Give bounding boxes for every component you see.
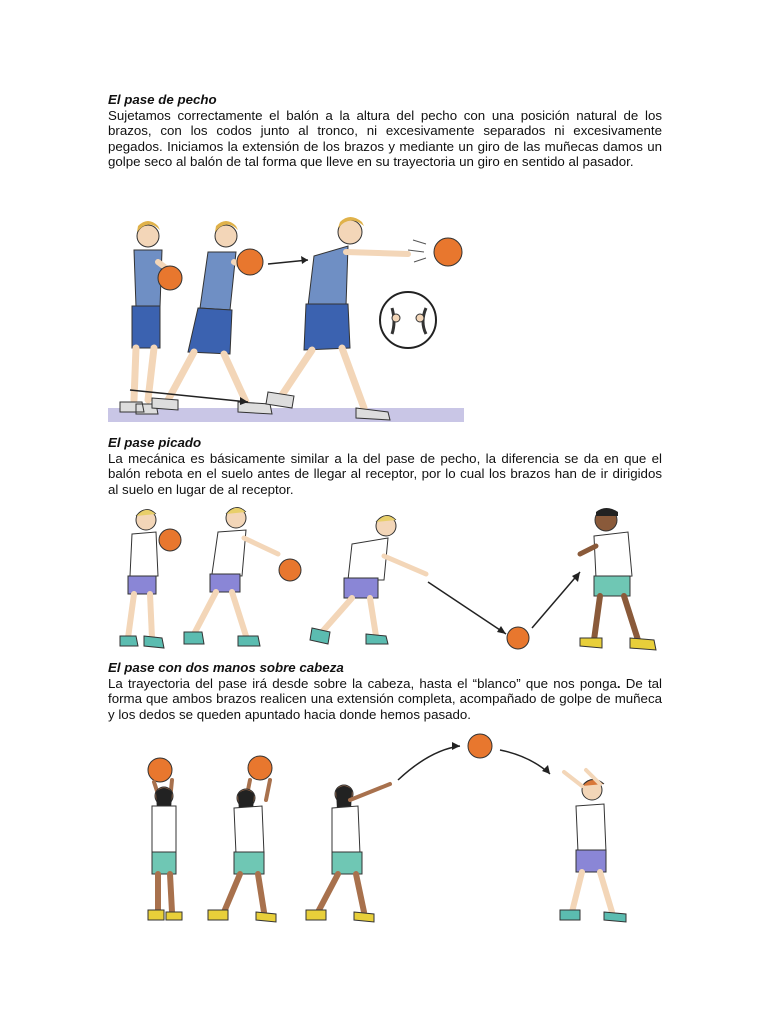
bounce-pass-illustration bbox=[108, 502, 668, 654]
paragraph-text: La trayectoria del pase irá desde sobre la cabeza, hasta el “blanco” que nos ponga bbox=[108, 675, 617, 691]
chest-pass-illustration bbox=[108, 212, 464, 426]
section-heading: El pase con dos manos sobre cabeza bbox=[108, 660, 344, 675]
section-paragraph: La mecánica es básicamente similar a la del pase de pecho, la diferencia se da en que el balón rebota en el suelo antes de llegar al receptor, por lo cual los brazos han de ir dirigidos al suelo en lugar de al receptor. bbox=[108, 450, 662, 497]
player-figure bbox=[560, 770, 626, 922]
section-paragraph: Sujetamos correctamente el balón a la altura del pecho con una posición natural de los brazos, con los codos junto al tronco, ni excesivamente separados ni excesivamente pegados. Iniciamos la extensión de los brazos y mediante un giro de las muñecas damos un golpe seco al balón de tal forma que lleve en su trayectoria un giro en sentido al pasador. bbox=[108, 107, 662, 170]
section-overhead-pass bbox=[108, 660, 662, 722]
player-figure bbox=[310, 515, 426, 644]
section-chest-pass bbox=[108, 92, 662, 170]
paragraph-bold: . bbox=[616, 675, 621, 691]
player-figure bbox=[580, 508, 656, 650]
player-figure bbox=[152, 221, 272, 414]
section-paragraph bbox=[108, 676, 662, 723]
overhead-pass-illustration bbox=[140, 730, 640, 930]
paragraph-text: De tal forma que ambos brazos realicen una extensión completa, acompañado de golpe de muñeca y los dedos se queden apuntado hacia donde hemos pasado. bbox=[108, 675, 662, 722]
player-figure bbox=[306, 784, 390, 922]
player-figure bbox=[184, 507, 301, 646]
player-figure bbox=[148, 758, 182, 920]
section-bounce-pass bbox=[108, 435, 662, 497]
section-heading: El pase picado bbox=[108, 435, 202, 450]
player-figure bbox=[208, 756, 276, 922]
section-heading: El pase de pecho bbox=[108, 92, 217, 107]
player-figure bbox=[120, 509, 181, 648]
